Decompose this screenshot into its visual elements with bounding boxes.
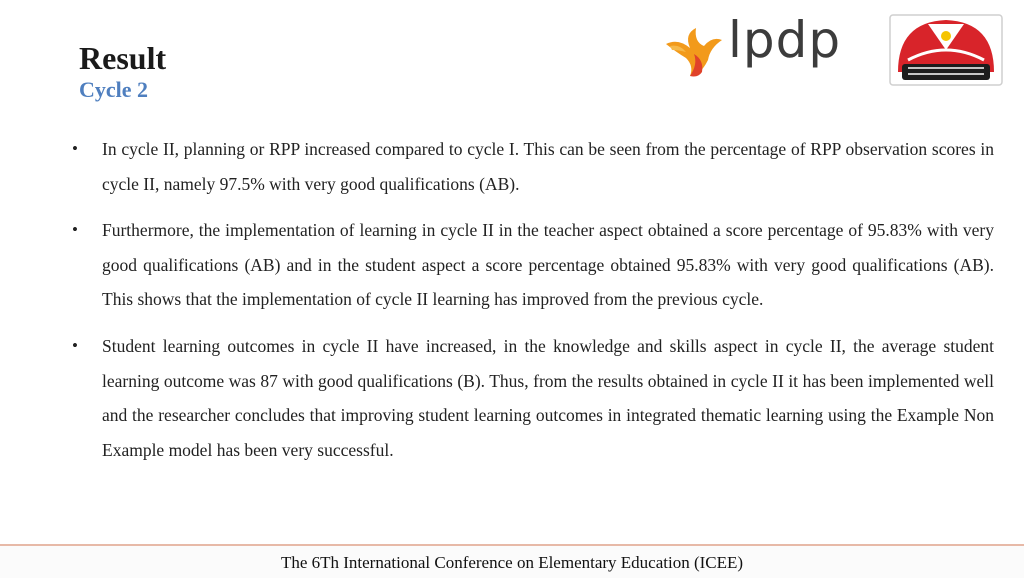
bullet-text: Furthermore, the implementation of learning in cycle II in the teacher aspect obtained a score percentage of 95.83% with very good qualifications (AB) and in the student aspect a score percentage obtained 95.83% with very good qualifications (AB). This shows that the implementation of cycle II learning has improved from the previous cycle. — [102, 220, 994, 310]
slide-subtitle: Cycle 2 — [79, 77, 149, 102]
lpdp-wordmark: lpdp — [728, 11, 842, 69]
slide-content — [72, 132, 994, 479]
bullet-item — [72, 213, 994, 317]
bullet-text: Student learning outcomes in cycle II have increased, in the knowledge and skills aspect in cycle II, the average student learning outcome was 87 with good qualifications (B). Thus, from the results obtained in cycle II it has been implemented well and the researcher concludes that improving student learning outcomes in integrated thematic learning using the Example Non Example model has been very successful. — [102, 335, 994, 460]
bullet-marker: • — [72, 139, 78, 158]
slide-title: Result — [79, 40, 167, 76]
lpdp-flame-icon — [666, 28, 722, 77]
bullet-item — [72, 132, 994, 201]
bullet-text: In cycle II, planning or RPP increased compared to cycle I. This can be seen from the percentage of RPP observation scores in cycle II, namely 97.5% with very good qualifications (AB). — [102, 139, 994, 194]
bullet-marker: • — [72, 220, 78, 240]
bullet-marker: • — [72, 335, 78, 355]
university-seal-logo — [888, 14, 1004, 86]
bullet-item — [72, 329, 994, 467]
slide-footer: The 6Th International Conference on Elementary Education (ICEE) — [0, 544, 1024, 578]
